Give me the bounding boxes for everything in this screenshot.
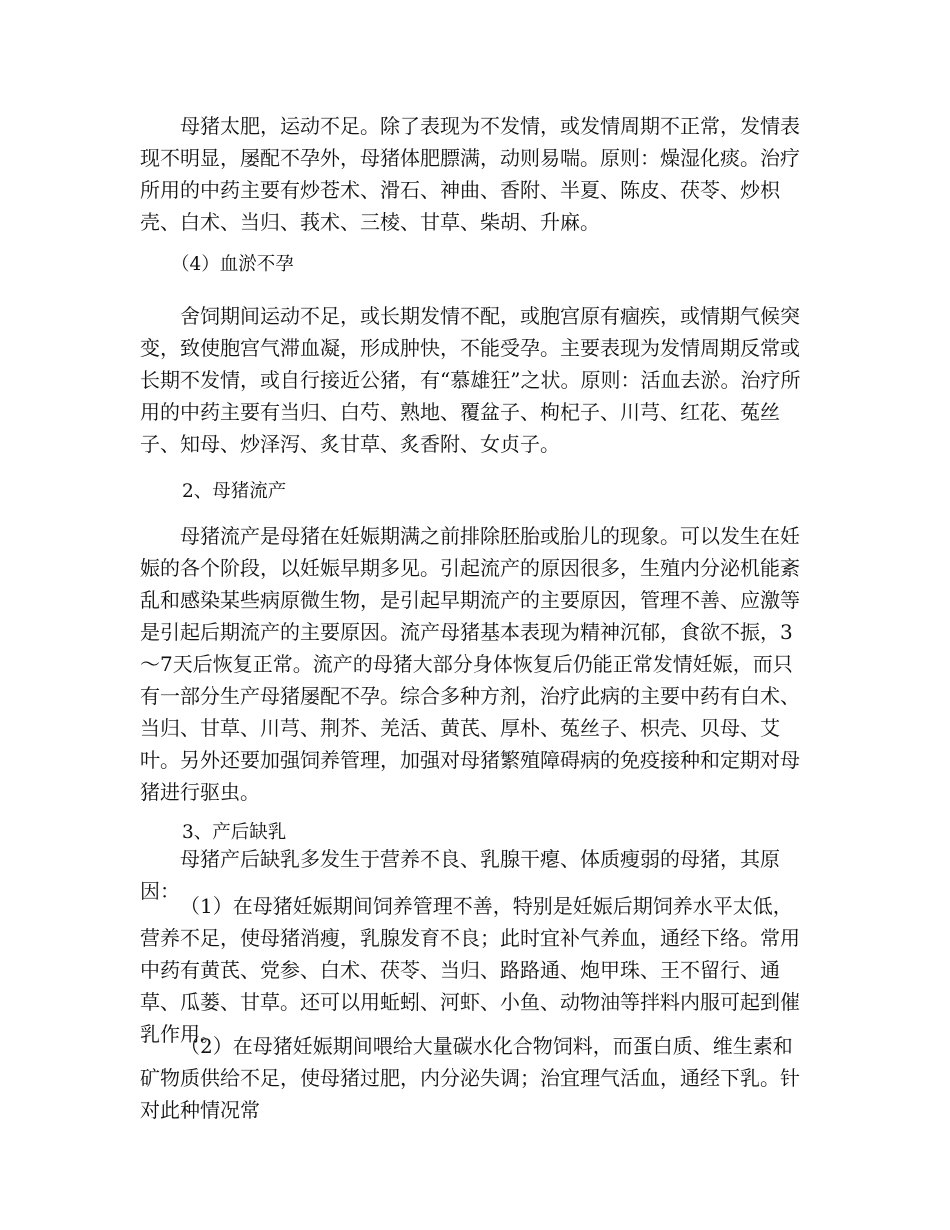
paragraph-obesity-infertility: 母猪太肥，运动不足。除了表现为不发情，或发情周期不正常，发情表现不明显，屡配不孕外，母猪体肥膘满，动则易喘。原则：燥湿化痰。治疗所用的中药主要有炒苍术、滑石、神曲、香附、半夏、陈皮、茯苓、炒枳壳、白术、当归、莪术、三棱、甘草、柴胡、升麻。 bbox=[140, 114, 800, 234]
heading-postpartum-agalactia: 3、产后缺乳 bbox=[182, 822, 287, 843]
paragraph-cause-2: （2）在母猪妊娠期间喂给大量碳水化合物饲料，而蛋白质、维生素和矿物质供给不足，使母猪过肥，内分泌失调；治宜理气活血，通经下乳。针对此种情况常 bbox=[140, 1034, 800, 1122]
paragraph-agalactia-intro: 母猪产后缺乳多发生于营养不良、乳腺干瘪、体质瘦弱的母猪，其原因： bbox=[140, 847, 780, 903]
paragraph-cause-1: （1）在母猪妊娠期间饲养管理不善，特别是妊娠后期饲养水平太低，营养不足，使母猪消瘦，乳腺发育不良；此时宜补气养血，通经下络。常用中药有黄芪、党参、白术、茯苓、当归、路路通、炮甲珠、王不留行、通草、瓜蒌、甘草。还可以用蚯蚓、河虾、小鱼、动物油等拌料内服可起到催乳作用。 bbox=[140, 894, 800, 1046]
paragraph-blood-stasis: 舍饲期间运动不足，或长期发情不配，或胞宫原有痼疾，或情期气候突变，致使胞宫气滞血凝，形成肿快，不能受孕。主要表现为发情周期反常或长期不发情，或自行接近公猪，有“慕雄狂”之状。原则：活血去淤。治疗所用的中药主要有当归、白芍、熟地、覆盆子、枸杞子、川芎、红花、菟丝子、知母、炒泽泻、炙甘草、炙香附、女贞子。 bbox=[140, 304, 801, 456]
paragraph-abortion: 母猪流产是母猪在妊娠期满之前排除胚胎或胎儿的现象。可以发生在妊娠的各个阶段，以妊娠早期多见。引起流产的原因很多，生殖内分泌机能紊乱和感染某些病原微生物，是引起早期流产的主要原因，管理不善、应激等是引起后期流产的主要原因。流产母猪基本表现为精神沉郁，食欲不振，3～7天后恢复正常。流产的母猪大部分身体恢复后仍能正常发情妊娠，而只有一部分生产母猪屡配不孕。综合多种方剂，治疗此病的主要中药有白术、当归、甘草、川芎、荆芥、羌活、黄芪、厚朴、菟丝子、枳壳、贝母、艾叶。另外还要加强饲养管理，加强对母猪繁殖障碍病的免疫接种和定期对母猪进行驱虫。 bbox=[140, 524, 800, 804]
heading-blood-stasis: （4）血淤不孕 bbox=[171, 254, 294, 275]
heading-abortion: 2、母猪流产 bbox=[182, 481, 287, 502]
